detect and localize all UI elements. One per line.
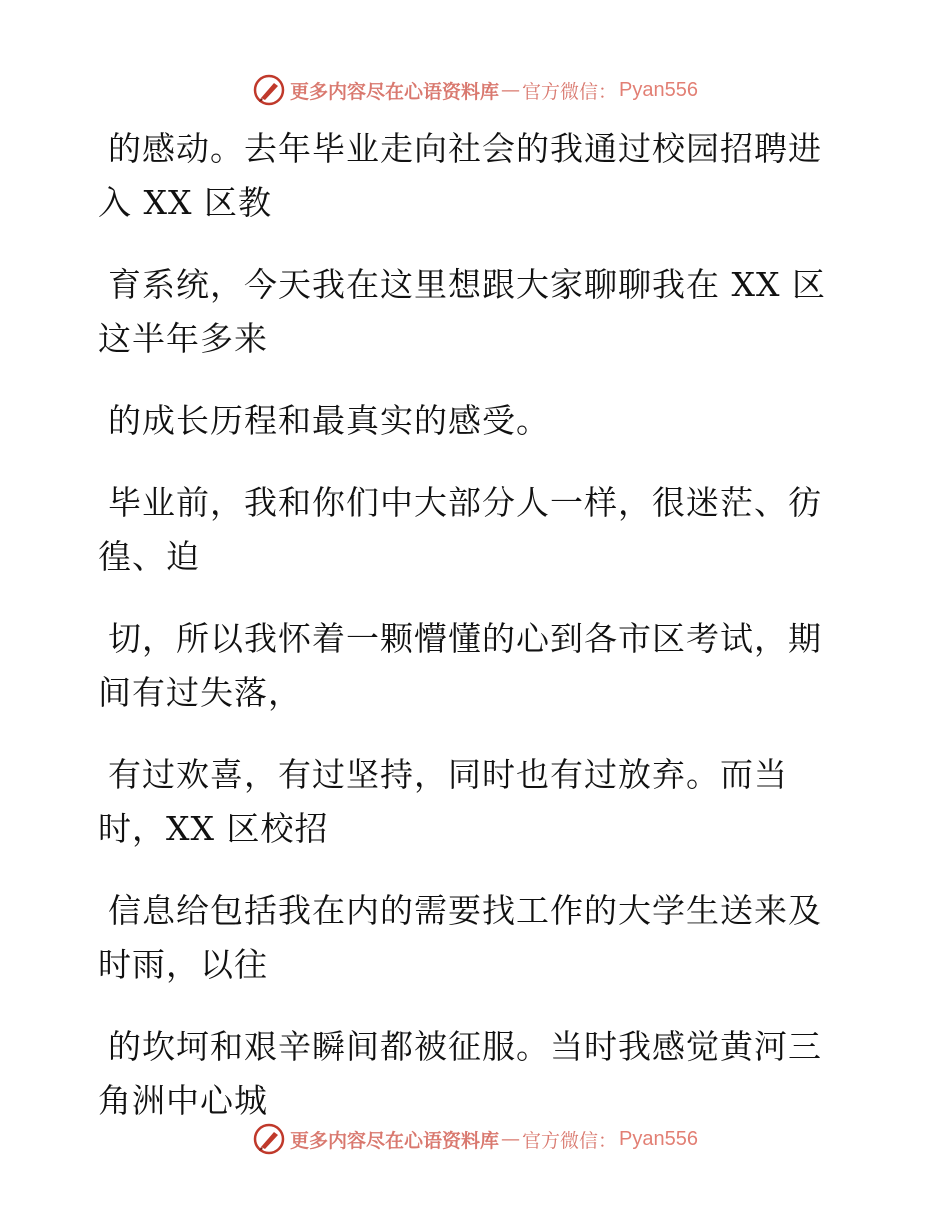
banner-dash: — (501, 79, 521, 101)
footer-banner (0, 1119, 950, 1159)
banner-wechat-label: 官方微信： (522, 1129, 618, 1152)
paragraph (98, 394, 838, 448)
paragraph-line: 角洲中心城 (98, 1081, 268, 1120)
document-body (98, 122, 838, 1156)
paragraph-line: 时雨，以往 (98, 945, 268, 984)
banner-title: 更多内容尽在心语资料库 (290, 80, 500, 103)
paragraph-line: 这半年多来 (98, 319, 268, 358)
paragraph-line: 的成长历程和最真实的感受。 (108, 401, 550, 440)
paragraph (98, 1020, 838, 1128)
banner-title: 更多内容尽在心语资料库 (290, 1129, 500, 1152)
paragraph-line: 时，XX 区校招 (98, 809, 329, 848)
paragraph-line: 徨、迫 (98, 537, 200, 576)
banner-wechat-id: Pyan556 (619, 78, 698, 101)
paragraph (98, 612, 838, 720)
banner-wechat-label: 官方微信： (522, 80, 618, 103)
paragraph-line: 入 XX 区教 (98, 183, 272, 222)
paragraph-line: 有过欢喜，有过坚持，同时也有过放弃。而当 (108, 755, 788, 794)
paragraph-line: 的感动。去年毕业走向社会的我通过校园招聘进 (108, 129, 822, 168)
paragraph-line: 育系统，今天我在这里想跟大家聊聊我在 XX 区 (108, 265, 826, 304)
paragraph-line: 信息给包括我在内的需要找工作的大学生送来及 (108, 891, 822, 930)
header-banner (0, 70, 950, 110)
paragraph (98, 476, 838, 584)
pen-logo-icon (252, 73, 286, 107)
pen-logo-icon (252, 1122, 286, 1156)
banner-dash: — (501, 1128, 521, 1150)
banner-wechat-id: Pyan556 (619, 1127, 698, 1150)
paragraph (98, 884, 838, 992)
paragraph (98, 122, 838, 230)
paragraph-line: 毕业前，我和你们中大部分人一样，很迷茫、彷 (108, 483, 822, 522)
paragraph (98, 748, 838, 856)
paragraph-line: 切，所以我怀着一颗懵懂的心到各市区考试，期 (108, 619, 822, 658)
paragraph-line: 间有过失落， (98, 673, 302, 712)
paragraph-line: 的坎坷和艰辛瞬间都被征服。当时我感觉黄河三 (108, 1027, 822, 1066)
paragraph (98, 258, 838, 366)
